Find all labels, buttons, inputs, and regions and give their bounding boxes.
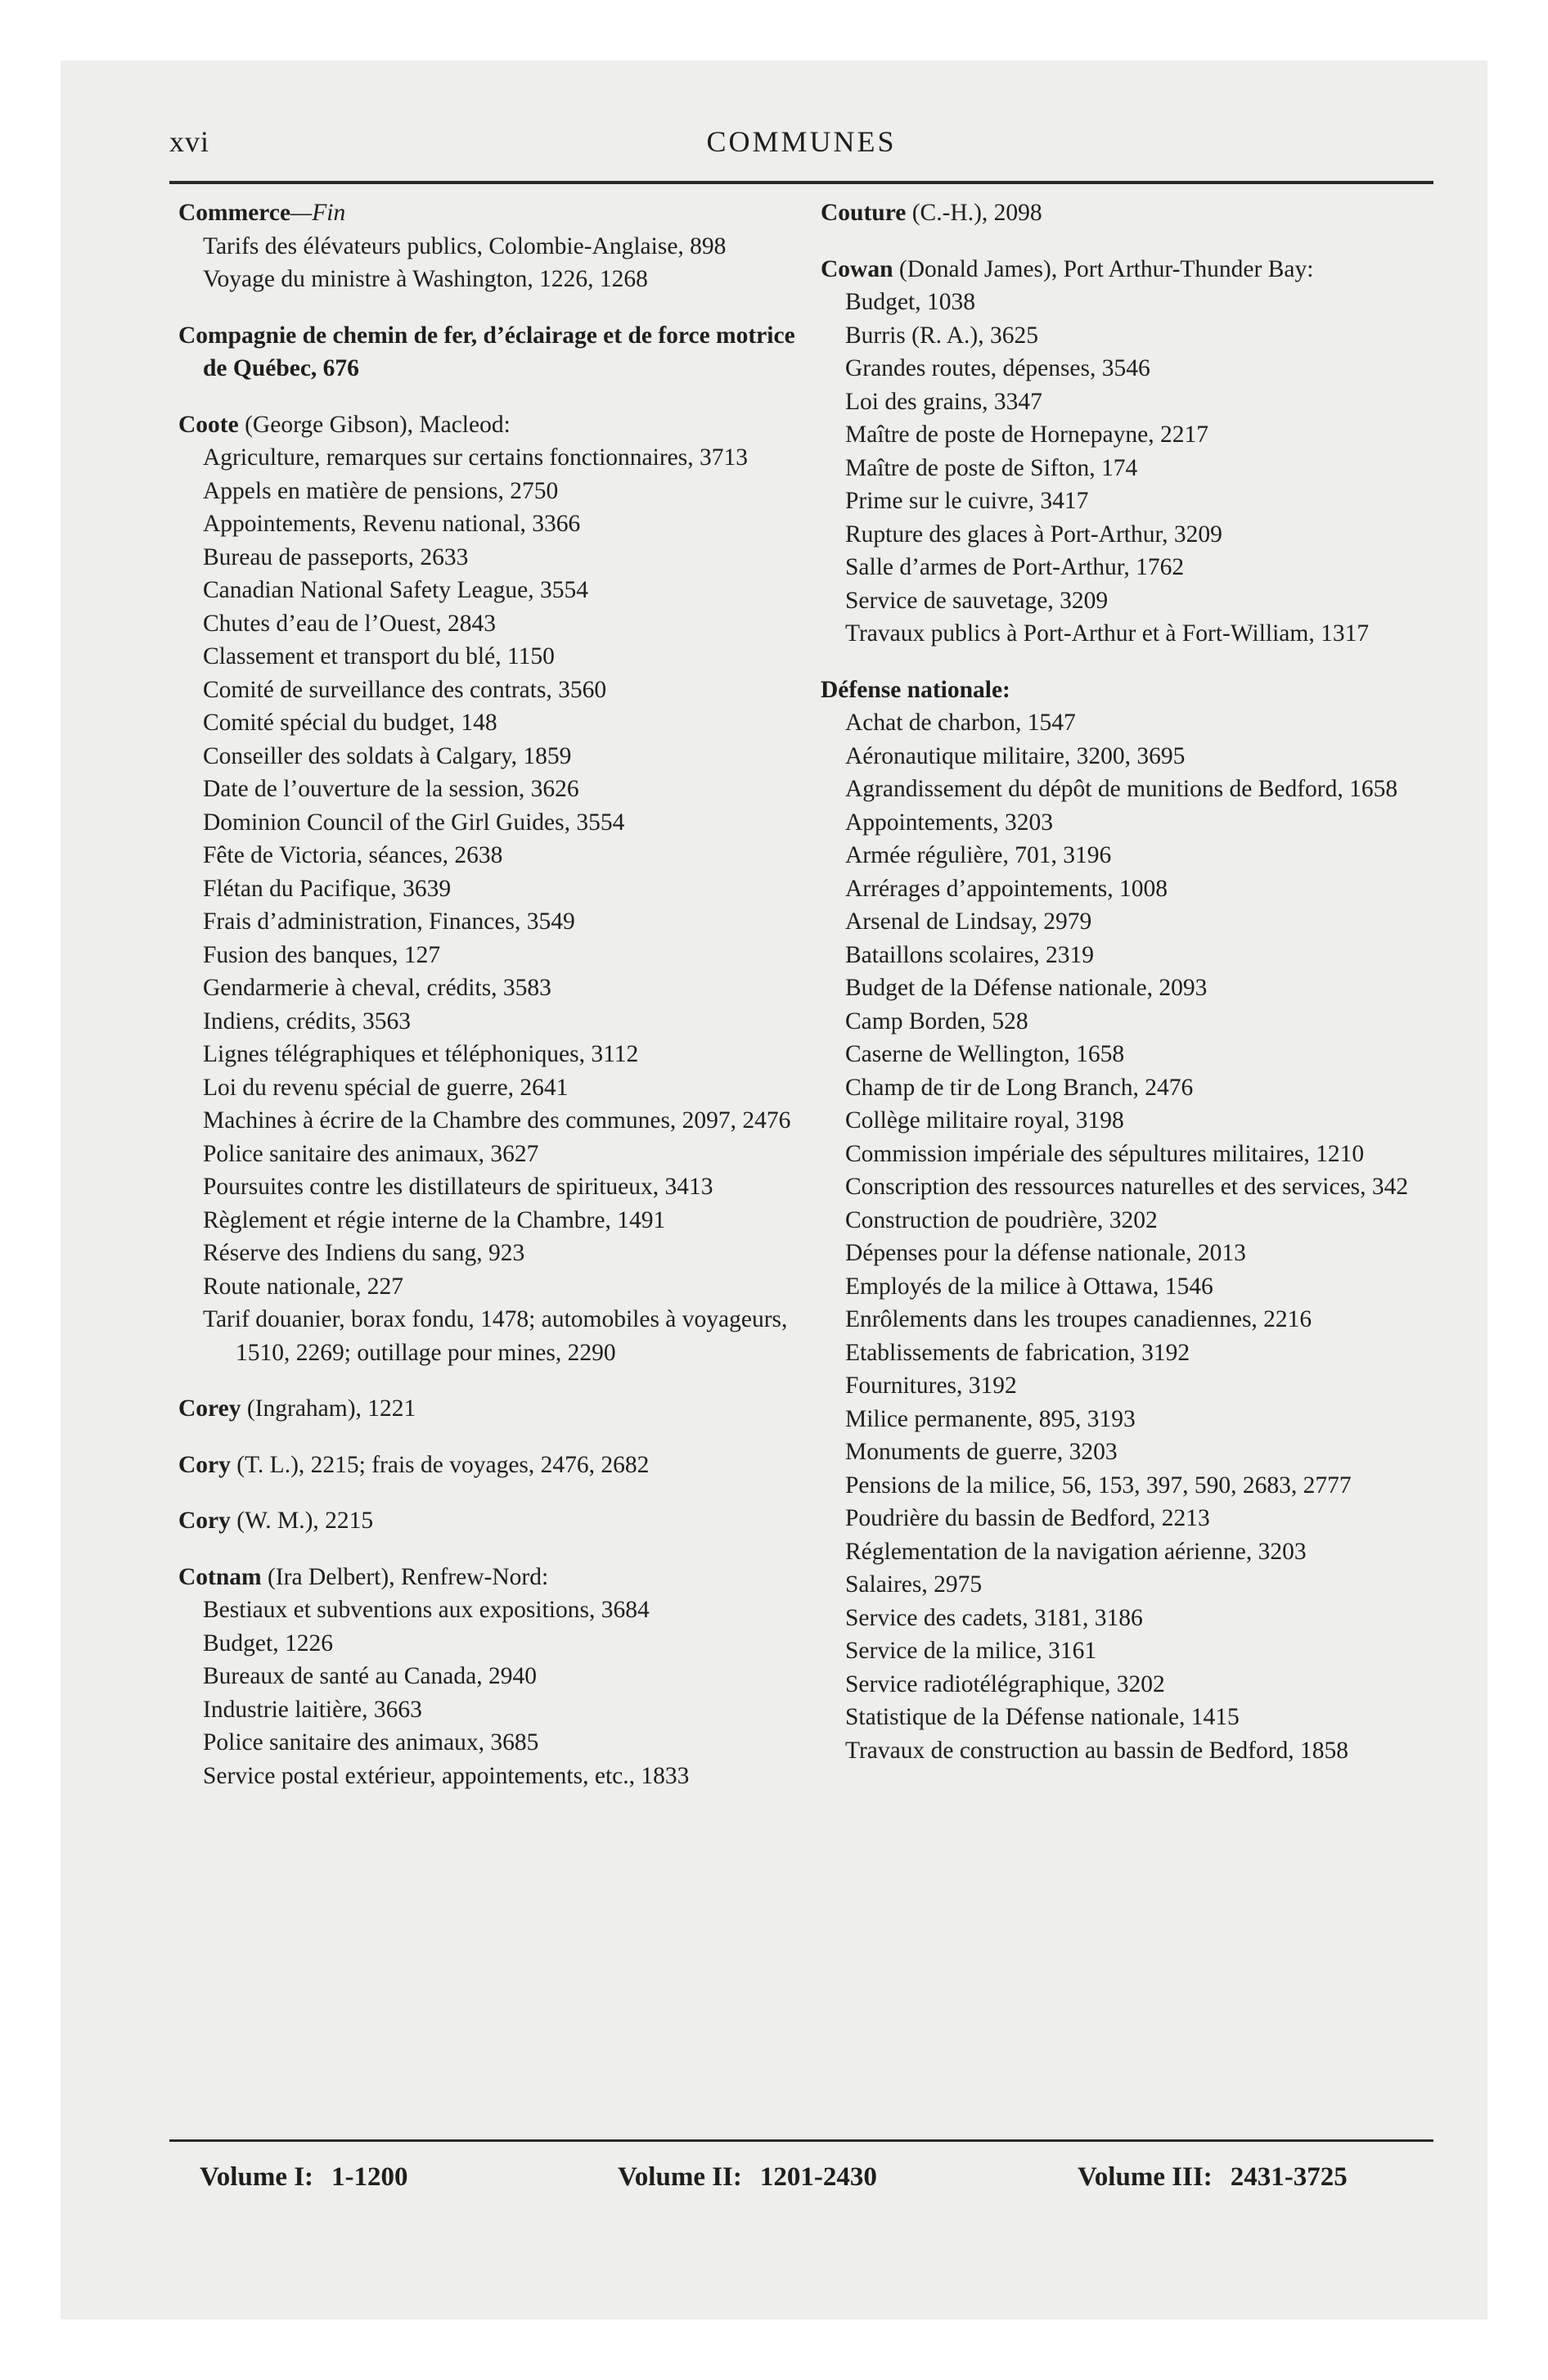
subentry-list	[821, 706, 1451, 1767]
subentry-list	[178, 1593, 808, 1792]
volume-range: 1201-2430	[759, 2162, 877, 2192]
subentry: Police sanitaire des animaux, 3627	[203, 1140, 539, 1167]
entry-name: Cotnam	[178, 1563, 262, 1590]
index-column-right	[821, 196, 1451, 1790]
index-section	[821, 196, 1451, 230]
subentry: Caserne de Wellington, 1658	[845, 1041, 1125, 1067]
index-section	[178, 1449, 808, 1482]
section-heading	[821, 674, 1451, 707]
footer-rule	[169, 2139, 1433, 2142]
subentry: Classement et transport du blé, 1150	[203, 643, 555, 669]
subentry: Réserve des Indiens du sang, 923	[203, 1240, 525, 1266]
subentry: Canadian National Safety League, 3554	[203, 577, 589, 603]
subentry: Burris (R. A.), 3625	[845, 322, 1038, 349]
subentry: Etablissements de fabrication, 3192	[845, 1339, 1190, 1366]
subentry: Salaires, 2975	[845, 1571, 983, 1598]
subentry: Bestiaux et subventions aux expositions, 3684	[203, 1597, 650, 1623]
subentry: Gendarmerie à cheval, crédits, 3583	[203, 975, 551, 1001]
subentry: Règlement et régie interne de la Chambre, 1491	[203, 1206, 666, 1233]
section-heading	[178, 1449, 808, 1482]
subentry: Agriculture, remarques sur certains fonctionnaires, 3713	[203, 444, 748, 471]
entry-detail: (W. M.), 2215	[230, 1508, 374, 1534]
subentry: Budget, 1226	[203, 1629, 333, 1657]
subentry: Enrôlements dans les troupes canadiennes, 2216	[845, 1306, 1312, 1332]
subentry: Comité spécial du budget, 148	[203, 710, 497, 736]
subentry: Loi des grains, 3347	[845, 388, 1042, 415]
subentry: Service des cadets, 3181, 3186	[845, 1604, 1143, 1631]
index-section	[178, 319, 808, 385]
index-section	[178, 1504, 808, 1538]
entry-name: Compagnie de chemin de fer, d’éclairage et de force motrice de Québec, 676	[178, 322, 795, 381]
section-heading	[178, 196, 808, 230]
section-heading	[821, 253, 1451, 286]
subentry: Agrandissement du dépôt de munitions de Bedford, 1658	[845, 776, 1398, 802]
subentry: Police sanitaire des animaux, 3685	[203, 1729, 539, 1756]
subentry: Service radiotélégraphique, 3202	[845, 1670, 1165, 1697]
subentry: Date de l’ouverture de la session, 3626	[203, 776, 579, 802]
entry-suffix: —Fin	[290, 200, 346, 226]
subentry: Dépenses pour la défense nationale, 2013	[845, 1240, 1246, 1266]
subentry: Armée régulière, 701, 3196	[845, 842, 1112, 868]
index-section	[178, 1561, 808, 1793]
subentry: Appointements, 3203	[845, 809, 1054, 836]
index-section	[178, 196, 808, 296]
volume-range: 2431-3725	[1230, 2162, 1348, 2192]
subentry: Conscription des ressources naturelles et des services, 342	[845, 1174, 1409, 1200]
subentry: Travaux publics à Port-Arthur et à Fort-William, 1317	[845, 620, 1370, 647]
subentry: Rupture des glaces à Port-Arthur, 3209	[845, 521, 1222, 548]
subentry-list	[178, 441, 808, 1369]
subentry: Comité de surveillance des contrats, 3560	[203, 676, 607, 703]
entry-name: Défense nationale:	[821, 676, 1010, 703]
subentry-list	[821, 286, 1451, 651]
subentry: Route nationale, 227	[203, 1273, 403, 1300]
subentry: Tarifs des élévateurs publics, Colombie-Anglaise, 898	[203, 232, 727, 259]
entry-name: Cory	[178, 1508, 231, 1534]
subentry: Arsenal de Lindsay, 2979	[845, 908, 1092, 935]
subentry: Fusion des banques, 127	[203, 941, 441, 968]
subentry: Appointements, Revenu national, 3366	[203, 511, 581, 537]
section-heading	[178, 408, 808, 442]
section-heading	[178, 1561, 808, 1594]
subentry: Milice permanente, 895, 3193	[845, 1405, 1136, 1432]
subentry: Bataillons scolaires, 2319	[845, 941, 1094, 968]
subentry: Champ de tir de Long Branch, 2476	[845, 1074, 1194, 1101]
section-heading	[178, 319, 808, 385]
entry-name: Cowan	[821, 255, 893, 282]
subentry: Prime sur le cuivre, 3417	[845, 488, 1089, 514]
subentry: Conseiller des soldats à Calgary, 1859	[203, 742, 572, 769]
subentry: Aéronautique militaire, 3200, 3695	[845, 742, 1186, 769]
entry-detail: (Donald James), Port Arthur-Thunder Bay:	[893, 255, 1314, 282]
page-title: COMMUNES	[706, 125, 897, 158]
entry-name: Cory	[178, 1451, 231, 1478]
subentry: Poursuites contre les distillateurs de spiritueux, 3413	[203, 1174, 713, 1200]
subentry: Monuments de guerre, 3203	[845, 1439, 1118, 1465]
subentry: Achat de charbon, 1547	[845, 710, 1076, 736]
subentry: Employés de la milice à Ottawa, 1546	[845, 1273, 1213, 1300]
volume-label: Volume III:	[1078, 2162, 1213, 2192]
subentry: Budget de la Défense nationale, 2093	[845, 975, 1208, 1001]
subentry: Service de sauvetage, 3209	[845, 587, 1109, 614]
subentry: Commission impériale des sépultures militaires, 1210	[845, 1140, 1365, 1167]
entry-name: Couture	[821, 200, 907, 226]
subentry: Collège militaire royal, 3198	[845, 1107, 1124, 1134]
subentry: Camp Borden, 528	[845, 1007, 1028, 1034]
subentry: Statistique de la Défense nationale, 1415	[845, 1704, 1240, 1730]
subentry: Dominion Council of the Girl Guides, 3554	[203, 809, 625, 836]
entry-detail: (T. L.), 2215; frais de voyages, 2476, 2682	[230, 1451, 650, 1478]
subentry: Réglementation de la navigation aérienne, 3203	[845, 1538, 1307, 1565]
subentry: Chutes d’eau de l’Ouest, 2843	[203, 610, 497, 637]
entry-detail: (Ingraham), 1221	[241, 1395, 416, 1422]
subentry: Bureau de passeports, 2633	[203, 543, 469, 570]
index-column-left	[178, 196, 808, 1815]
page-number: xvi	[169, 125, 210, 158]
subentry: Flétan du Pacifique, 3639	[203, 875, 452, 902]
running-head	[169, 124, 1433, 165]
volume-range: 1-1200	[331, 2162, 408, 2192]
index-section	[178, 408, 808, 1370]
subentry: Bureaux de santé au Canada, 2940	[203, 1663, 537, 1689]
subentry: Arrérages d’appointements, 1008	[845, 875, 1168, 902]
volume-1	[200, 2162, 408, 2193]
entry-detail: (Ira Delbert), Renfrew-Nord:	[261, 1563, 549, 1590]
index-section	[821, 253, 1451, 651]
section-heading	[821, 196, 1451, 230]
subentry-list	[178, 230, 808, 296]
subentry: Maître de poste de Hornepayne, 2217	[845, 421, 1208, 448]
subentry: Machines à écrire de la Chambre des communes, 2097, 2476	[203, 1107, 791, 1134]
subentry: Industrie laitière, 3663	[203, 1696, 422, 1723]
subentry: Fournitures, 3192	[845, 1373, 1017, 1399]
subentry: Pensions de la milice, 56, 153, 397, 590, 2683, 2777	[845, 1472, 1352, 1499]
subentry: Voyage du ministre à Washington, 1226, 1268	[203, 266, 648, 292]
subentry: Loi du revenu spécial de guerre, 2641	[203, 1074, 569, 1101]
subentry: Service de la milice, 3161	[845, 1638, 1097, 1664]
subentry: Appels en matière de pensions, 2750	[203, 477, 559, 504]
volume-footer	[169, 2162, 1433, 2203]
index-section	[821, 674, 1451, 1768]
subentry: Frais d’administration, Finances, 3549	[203, 908, 575, 935]
subentry: Maître de poste de Sifton, 174	[845, 454, 1138, 481]
subentry: Service postal extérieur, appointements, etc., 1833	[203, 1762, 690, 1789]
subentry: Construction de poudrière, 3202	[845, 1206, 1158, 1233]
subentry: Poudrière du bassin de Bedford, 2213	[845, 1505, 1210, 1531]
subentry: Fête de Victoria, séances, 2638	[203, 842, 503, 868]
subentry: Salle d’armes de Port-Arthur, 1762	[845, 554, 1185, 580]
entry-name: Coote	[178, 411, 239, 438]
entry-detail: (C.-H.), 2098	[906, 200, 1042, 226]
subentry: Lignes télégraphiques et téléphoniques, 3112	[203, 1041, 639, 1067]
index-section	[178, 1392, 808, 1426]
subentry: Tarif douanier, borax fondu, 1478; automobiles à voyageurs, 1510, 2269; outillage pour mines, 2290	[203, 1306, 788, 1366]
section-heading	[178, 1392, 808, 1426]
subentry: Indiens, crédits, 3563	[203, 1007, 411, 1034]
entry-name: Corey	[178, 1395, 241, 1422]
subentry: Budget, 1038	[845, 289, 975, 315]
volume-3	[1078, 2162, 1348, 2193]
section-heading	[178, 1504, 808, 1538]
entry-detail: (George Gibson), Macleod:	[238, 411, 511, 438]
subentry: Grandes routes, dépenses, 3546	[845, 355, 1150, 381]
header-rule	[169, 181, 1433, 184]
volume-label: Volume II:	[618, 2162, 742, 2192]
entry-name: Commerce	[178, 200, 291, 226]
volume-2	[618, 2162, 877, 2193]
volume-label: Volume I:	[200, 2162, 314, 2192]
subentry: Travaux de construction au bassin de Bedford, 1858	[845, 1737, 1349, 1764]
